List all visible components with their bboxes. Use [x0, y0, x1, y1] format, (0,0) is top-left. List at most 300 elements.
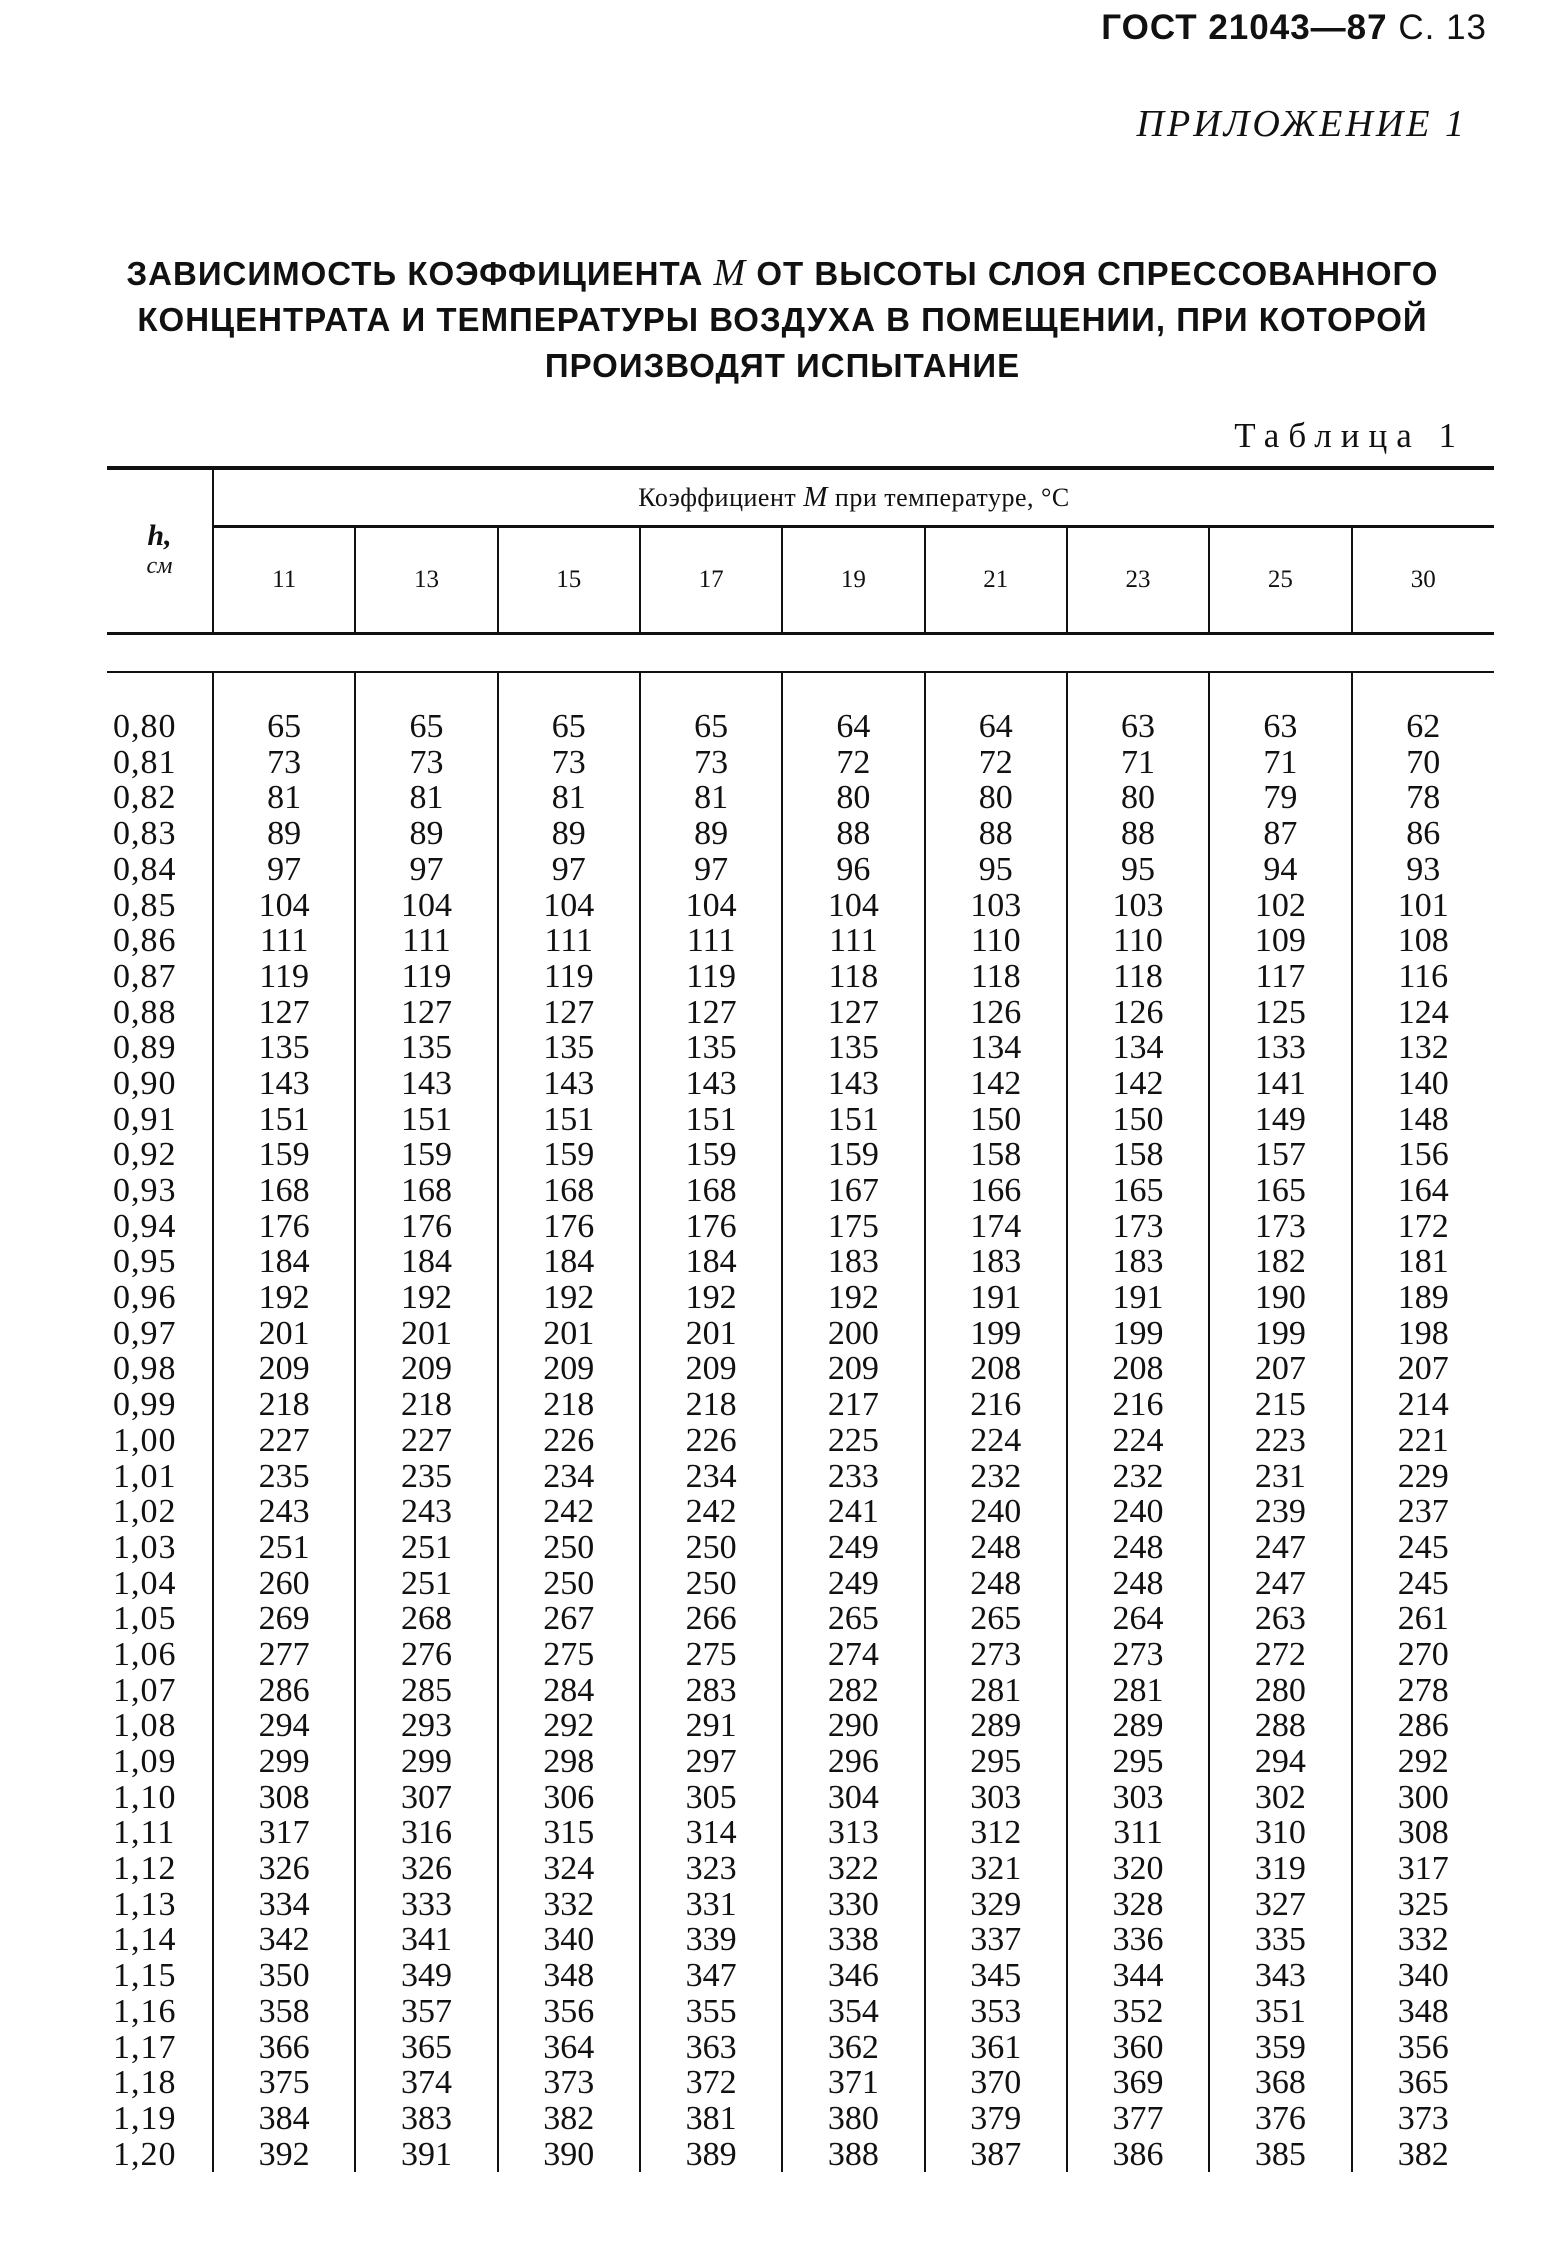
table-row: [107, 1672, 1494, 1708]
coefficient-cell: 209: [355, 1351, 497, 1387]
coefficient-cell: 104: [782, 887, 924, 923]
coefficient-cell: 324: [498, 1850, 640, 1886]
coefficient-cell: 225: [782, 1422, 924, 1458]
coefficient-cell: 383: [355, 2100, 497, 2136]
coefficient-cell: 140: [1352, 1065, 1494, 1101]
coefficient-cell: 285: [355, 1672, 497, 1708]
coefficient-cell: 248: [1067, 1529, 1209, 1565]
table-row: [107, 1137, 1494, 1173]
coefficient-cell: 234: [498, 1458, 640, 1494]
coefficient-cell: 159: [498, 1137, 640, 1173]
coefficient-cell: 159: [213, 1137, 355, 1173]
coefficient-cell: 209: [782, 1351, 924, 1387]
height-cell: 0,94: [113, 1207, 177, 1245]
coefficient-cell: 64: [925, 708, 1067, 744]
coefficient-cell: 167: [782, 1172, 924, 1208]
coefficient-cell: 88: [925, 815, 1067, 851]
height-cell: 1,04: [113, 1564, 177, 1602]
coefficient-cell: 268: [355, 1601, 497, 1637]
coefficient-cell: 158: [925, 1137, 1067, 1173]
coefficient-cell: 328: [1067, 1886, 1209, 1922]
height-cell: 1,01: [113, 1457, 177, 1495]
coefficient-cell: 97: [355, 851, 497, 887]
coefficient-cell: 338: [782, 1922, 924, 1958]
coefficient-cell: 184: [640, 1244, 782, 1280]
coefficient-cell: 364: [498, 2029, 640, 2065]
coefficient-cell: 273: [1067, 1636, 1209, 1672]
coefficient-cell: 336: [1067, 1922, 1209, 1958]
coefficient-cell: 97: [213, 851, 355, 887]
coefficient-cell: 81: [213, 780, 355, 816]
coefficient-cell: 371: [782, 2065, 924, 2101]
coefficient-cell: 234: [640, 1458, 782, 1494]
height-cell: 0,82: [113, 779, 177, 817]
coefficient-cell: 386: [1067, 2136, 1209, 2172]
title-line2: КОНЦЕНТРАТА И ТЕМПЕРАТУРЫ ВОЗДУХА В ПОМЕЩЕНИИ, ПРИ КОТОРОЙ: [137, 301, 1428, 338]
coefficient-cell: 320: [1067, 1850, 1209, 1886]
height-cell: 0,90: [113, 1064, 177, 1102]
row-header-h: [107, 468, 213, 634]
coefficient-cell: 207: [1209, 1351, 1351, 1387]
coefficient-cell: 332: [1352, 1922, 1494, 1958]
coefficient-cell: 374: [355, 2065, 497, 2101]
coefficient-cell: 134: [1067, 1030, 1209, 1066]
coefficient-cell: 81: [355, 780, 497, 816]
coefficient-cell: 192: [213, 1279, 355, 1315]
group-header-symbol: М: [803, 481, 828, 513]
coefficient-cell: 165: [1209, 1172, 1351, 1208]
coefficient-cell: 270: [1352, 1636, 1494, 1672]
coefficient-cell: 127: [782, 994, 924, 1030]
coefficient-cell: 373: [1352, 2100, 1494, 2136]
coefficient-cell: 104: [355, 887, 497, 923]
coefficient-cell: 239: [1209, 1494, 1351, 1530]
coefficient-cell: 159: [640, 1137, 782, 1173]
coefficient-cell: 312: [925, 1815, 1067, 1851]
coefficient-cell: 166: [925, 1172, 1067, 1208]
height-cell: 1,03: [113, 1528, 177, 1566]
coefficient-cell: 250: [498, 1565, 640, 1601]
temperature-header: 11: [213, 527, 355, 634]
coefficient-cell: 96: [782, 851, 924, 887]
coefficient-cell: 248: [925, 1529, 1067, 1565]
coefficient-cell: 366: [213, 2029, 355, 2065]
coefficient-cell: 303: [1067, 1779, 1209, 1815]
table-row: [107, 1315, 1494, 1351]
coefficient-cell: 289: [925, 1708, 1067, 1744]
coefficient-cell: 314: [640, 1815, 782, 1851]
height-cell: 0,95: [113, 1243, 177, 1281]
coefficient-cell: 111: [213, 923, 355, 959]
coefficient-cell: 241: [782, 1494, 924, 1530]
coefficient-cell: 354: [782, 1993, 924, 2029]
temperature-group-header: [213, 468, 1494, 527]
table-row: [107, 1708, 1494, 1744]
coefficient-cell: 294: [1209, 1743, 1351, 1779]
table-row: [107, 780, 1494, 816]
coefficient-cell: 348: [1352, 1993, 1494, 2029]
coefficient-cell: 365: [355, 2029, 497, 2065]
table-row: [107, 1030, 1494, 1066]
coefficient-cell: 292: [1352, 1743, 1494, 1779]
coefficient-cell: 189: [1352, 1279, 1494, 1315]
coefficient-cell: 341: [355, 1922, 497, 1958]
coefficient-cell: 72: [925, 744, 1067, 780]
coefficient-cell: 174: [925, 1208, 1067, 1244]
coefficient-cell: 281: [925, 1672, 1067, 1708]
height-cell: 1,19: [113, 2099, 177, 2137]
coefficient-cell: 355: [640, 1993, 782, 2029]
coefficient-cell: 207: [1352, 1351, 1494, 1387]
coefficient-cell: 299: [213, 1743, 355, 1779]
document-title: [80, 250, 1485, 389]
coefficient-cell: 304: [782, 1779, 924, 1815]
height-cell: 1,11: [113, 1814, 176, 1852]
coefficient-cell: 104: [213, 887, 355, 923]
coefficient-cell: 183: [1067, 1244, 1209, 1280]
table-row: [107, 1422, 1494, 1458]
coefficient-cell: 298: [498, 1743, 640, 1779]
table-row: [107, 1993, 1494, 2029]
coefficient-cell: 384: [213, 2100, 355, 2136]
coefficient-cell: 221: [1352, 1422, 1494, 1458]
coefficient-cell: 118: [1067, 958, 1209, 994]
coefficient-cell: 159: [355, 1137, 497, 1173]
table-row: [107, 1065, 1494, 1101]
coefficient-cell: 229: [1352, 1458, 1494, 1494]
coefficient-cell: 307: [355, 1779, 497, 1815]
table-row: [107, 1815, 1494, 1851]
coefficient-cell: 135: [782, 1030, 924, 1066]
coefficient-cell: 321: [925, 1850, 1067, 1886]
coefficient-cell: 269: [213, 1601, 355, 1637]
coefficient-cell: 143: [213, 1065, 355, 1101]
height-cell: 0,87: [113, 957, 177, 995]
coefficient-cell: 248: [925, 1565, 1067, 1601]
coefficient-cell: 70: [1352, 744, 1494, 780]
coefficient-cell: 233: [782, 1458, 924, 1494]
coefficient-cell: 201: [213, 1315, 355, 1351]
table-row: [107, 815, 1494, 851]
height-cell: 0,88: [113, 993, 177, 1031]
coefficient-cell: 280: [1209, 1672, 1351, 1708]
coefficient-cell: 232: [1067, 1458, 1209, 1494]
coefficient-cell: 151: [213, 1101, 355, 1137]
coefficient-cell: 81: [640, 780, 782, 816]
coefficient-cell: 164: [1352, 1172, 1494, 1208]
coefficient-cell: 168: [213, 1172, 355, 1208]
coefficient-cell: 235: [213, 1458, 355, 1494]
table-row: [107, 851, 1494, 887]
height-cell: 1,15: [113, 1957, 177, 1995]
coefficient-cell: 365: [1352, 2065, 1494, 2101]
coefficient-cell: 109: [1209, 923, 1351, 959]
coefficient-cell: 308: [213, 1779, 355, 1815]
coefficient-cell: 224: [1067, 1422, 1209, 1458]
coefficient-cell: 217: [782, 1386, 924, 1422]
height-cell: 0,89: [113, 1029, 177, 1067]
coefficient-cell: 134: [925, 1030, 1067, 1066]
table-row: [107, 2029, 1494, 2065]
coefficient-cell: 291: [640, 1708, 782, 1744]
coefficient-cell: 87: [1209, 815, 1351, 851]
coefficient-cell: 218: [355, 1386, 497, 1422]
table-row: [107, 1458, 1494, 1494]
coefficient-cell: 192: [640, 1279, 782, 1315]
coefficient-cell: 251: [213, 1529, 355, 1565]
coefficient-cell: 235: [355, 1458, 497, 1494]
coefficient-cell: 350: [213, 1957, 355, 1993]
height-cell: 1,17: [113, 2028, 177, 2066]
coefficient-cell: 294: [213, 1708, 355, 1744]
coefficient-cell: 391: [355, 2136, 497, 2172]
coefficient-cell: 216: [1067, 1386, 1209, 1422]
coefficient-cell: 200: [782, 1315, 924, 1351]
coefficient-cell: 240: [1067, 1494, 1209, 1530]
temperature-header: 23: [1067, 527, 1209, 634]
coefficient-cell: 339: [640, 1922, 782, 1958]
height-cell: 1,08: [113, 1707, 177, 1745]
coefficient-cell: 173: [1067, 1208, 1209, 1244]
height-cell: 0,84: [113, 850, 177, 888]
coefficient-cell: 297: [640, 1743, 782, 1779]
coefficient-cell: 250: [640, 1529, 782, 1565]
height-cell: 0,93: [113, 1172, 177, 1209]
coefficient-cell: 79: [1209, 780, 1351, 816]
coefficient-cell: 369: [1067, 2065, 1209, 2101]
coefficient-cell: 250: [640, 1565, 782, 1601]
coefficient-cell: 127: [640, 994, 782, 1030]
coefficient-cell: 89: [213, 815, 355, 851]
coefficient-cell: 218: [640, 1386, 782, 1422]
page-number: С. 13: [1398, 8, 1487, 47]
coefficient-cell: 192: [782, 1279, 924, 1315]
group-header-prefix: Коэффициент: [638, 483, 797, 512]
coefficient-cell: 104: [640, 887, 782, 923]
table-row: [107, 2136, 1494, 2172]
coefficient-cell: 89: [355, 815, 497, 851]
coefficient-cell: 224: [925, 1422, 1067, 1458]
temperature-header: 13: [355, 527, 497, 634]
coefficient-cell: 73: [498, 744, 640, 780]
coefficient-cell: 133: [1209, 1030, 1351, 1066]
coefficient-cell: 356: [498, 1993, 640, 2029]
coefficient-cell: 346: [782, 1957, 924, 1993]
coefficient-cell: 334: [213, 1886, 355, 1922]
coefficient-cell: 332: [498, 1886, 640, 1922]
table-row: [107, 1565, 1494, 1601]
coefficient-cell: 65: [640, 708, 782, 744]
coefficient-cell: 80: [925, 780, 1067, 816]
coefficient-cell: 183: [925, 1244, 1067, 1280]
coefficient-cell: 151: [640, 1101, 782, 1137]
coefficient-cell: 173: [1209, 1208, 1351, 1244]
coefficient-cell: 333: [355, 1886, 497, 1922]
coefficient-cell: 275: [498, 1636, 640, 1672]
coefficient-cell: 351: [1209, 1993, 1351, 2029]
coefficient-cell: 349: [355, 1957, 497, 1993]
coefficient-cell: 305: [640, 1779, 782, 1815]
coefficient-cell: 64: [782, 708, 924, 744]
temperature-header: 30: [1352, 527, 1494, 634]
coefficient-cell: 150: [1067, 1101, 1209, 1137]
coefficient-cell: 126: [1067, 994, 1209, 1030]
coefficient-cell: 158: [1067, 1137, 1209, 1173]
coefficient-cell: 388: [782, 2136, 924, 2172]
coefficient-cell: 325: [1352, 1886, 1494, 1922]
coefficient-cell: 330: [782, 1886, 924, 1922]
coefficient-cell: 242: [640, 1494, 782, 1530]
coefficient-cell: 357: [355, 1993, 497, 2029]
coefficient-cell: 132: [1352, 1030, 1494, 1066]
coefficient-table: [107, 466, 1494, 2172]
running-head: [1101, 8, 1487, 48]
coefficient-cell: 89: [640, 815, 782, 851]
appendix-label: ПРИЛОЖЕНИЕ 1: [1136, 103, 1467, 145]
height-cell: 1,20: [113, 2135, 177, 2173]
coefficient-cell: 175: [782, 1208, 924, 1244]
coefficient-cell: 275: [640, 1636, 782, 1672]
coefficient-cell: 86: [1352, 815, 1494, 851]
coefficient-cell: 380: [782, 2100, 924, 2136]
coefficient-cell: 358: [213, 1993, 355, 2029]
coefficient-cell: 101: [1352, 887, 1494, 923]
coefficient-cell: 250: [498, 1529, 640, 1565]
height-cell: 0,91: [113, 1100, 177, 1138]
coefficient-cell: 315: [498, 1815, 640, 1851]
coefficient-cell: 248: [1067, 1565, 1209, 1601]
coefficient-cell: 227: [355, 1422, 497, 1458]
coefficient-cell: 148: [1352, 1101, 1494, 1137]
coefficient-cell: 226: [498, 1422, 640, 1458]
header-rule: [107, 634, 1494, 672]
coefficient-cell: 143: [355, 1065, 497, 1101]
coefficient-cell: 78: [1352, 780, 1494, 816]
coefficient-cell: 156: [1352, 1137, 1494, 1173]
coefficient-cell: 290: [782, 1708, 924, 1744]
coefficient-cell: 127: [213, 994, 355, 1030]
coefficient-cell: 127: [498, 994, 640, 1030]
coefficient-cell: 142: [1067, 1065, 1209, 1101]
height-cell: 0,83: [113, 815, 177, 853]
coefficient-cell: 183: [782, 1244, 924, 1280]
table-row: [107, 958, 1494, 994]
coefficient-cell: 176: [640, 1208, 782, 1244]
temperature-header: 21: [925, 527, 1067, 634]
coefficient-cell: 159: [782, 1137, 924, 1173]
coefficient-cell: 142: [925, 1065, 1067, 1101]
table-row: [107, 1494, 1494, 1530]
coefficient-cell: 353: [925, 1993, 1067, 2029]
coefficient-cell: 209: [213, 1351, 355, 1387]
coefficient-cell: 119: [640, 958, 782, 994]
coefficient-cell: 141: [1209, 1065, 1351, 1101]
coefficient-cell: 289: [1067, 1708, 1209, 1744]
table-row: [107, 1101, 1494, 1137]
coefficient-cell: 319: [1209, 1850, 1351, 1886]
table-row: [107, 1279, 1494, 1315]
coefficient-cell: 218: [498, 1386, 640, 1422]
coefficient-cell: 209: [640, 1351, 782, 1387]
coefficient-cell: 337: [925, 1922, 1067, 1958]
coefficient-cell: 295: [1067, 1743, 1209, 1779]
coefficient-cell: 286: [1352, 1708, 1494, 1744]
coefficient-cell: 103: [925, 887, 1067, 923]
coefficient-cell: 102: [1209, 887, 1351, 923]
coefficient-cell: 111: [640, 923, 782, 959]
coefficient-cell: 360: [1067, 2029, 1209, 2065]
coefficient-cell: 295: [925, 1743, 1067, 1779]
coefficient-cell: 329: [925, 1886, 1067, 1922]
table-row: [107, 1244, 1494, 1280]
coefficient-cell: 110: [925, 923, 1067, 959]
coefficient-cell: 110: [1067, 923, 1209, 959]
coefficient-cell: 232: [925, 1458, 1067, 1494]
coefficient-cell: 247: [1209, 1565, 1351, 1601]
coefficient-cell: 331: [640, 1886, 782, 1922]
table-row: [107, 1529, 1494, 1565]
temperature-header: 19: [782, 527, 924, 634]
coefficient-cell: 215: [1209, 1386, 1351, 1422]
coefficient-cell: 73: [640, 744, 782, 780]
coefficient-cell: 73: [355, 744, 497, 780]
coefficient-cell: 263: [1209, 1601, 1351, 1637]
coefficient-cell: 274: [782, 1636, 924, 1672]
height-cell: 0,80: [113, 708, 177, 746]
height-cell: 0,97: [113, 1314, 177, 1352]
coefficient-cell: 124: [1352, 994, 1494, 1030]
height-cell: 1,00: [113, 1421, 177, 1459]
coefficient-cell: 344: [1067, 1957, 1209, 1993]
table-row: [107, 708, 1494, 744]
coefficient-cell: 387: [925, 2136, 1067, 2172]
coefficient-cell: 135: [213, 1030, 355, 1066]
coefficient-cell: 343: [1209, 1957, 1351, 1993]
table-caption: Таблица 1: [1234, 416, 1465, 455]
coefficient-cell: 347: [640, 1957, 782, 1993]
coefficient-cell: 373: [498, 2065, 640, 2101]
coefficient-cell: 382: [1352, 2136, 1494, 2172]
height-cell: 0,81: [113, 743, 177, 781]
coefficient-cell: 176: [355, 1208, 497, 1244]
height-cell: 0,99: [113, 1386, 177, 1424]
coefficient-cell: 135: [355, 1030, 497, 1066]
coefficient-cell: 377: [1067, 2100, 1209, 2136]
coefficient-cell: 352: [1067, 1993, 1209, 2029]
coefficient-cell: 103: [1067, 887, 1209, 923]
coefficient-cell: 249: [782, 1565, 924, 1601]
table-row: [107, 1850, 1494, 1886]
header-rule: [107, 672, 1494, 709]
height-cell: 1,07: [113, 1671, 177, 1709]
height-cell: 0,92: [113, 1136, 177, 1174]
temperature-header: 25: [1209, 527, 1351, 634]
coefficient-cell: 81: [498, 780, 640, 816]
coefficient-cell: 176: [498, 1208, 640, 1244]
coefficient-cell: 65: [498, 708, 640, 744]
coefficient-cell: 118: [782, 958, 924, 994]
height-cell: 1,16: [113, 1992, 177, 2030]
coefficient-cell: 370: [925, 2065, 1067, 2101]
coefficient-cell: 242: [498, 1494, 640, 1530]
coefficient-cell: 199: [925, 1315, 1067, 1351]
coefficient-cell: 359: [1209, 2029, 1351, 2065]
coefficient-cell: 283: [640, 1672, 782, 1708]
coefficient-cell: 150: [925, 1101, 1067, 1137]
table-row: [107, 1601, 1494, 1637]
coefficient-cell: 323: [640, 1850, 782, 1886]
coefficient-cell: 311: [1067, 1815, 1209, 1851]
